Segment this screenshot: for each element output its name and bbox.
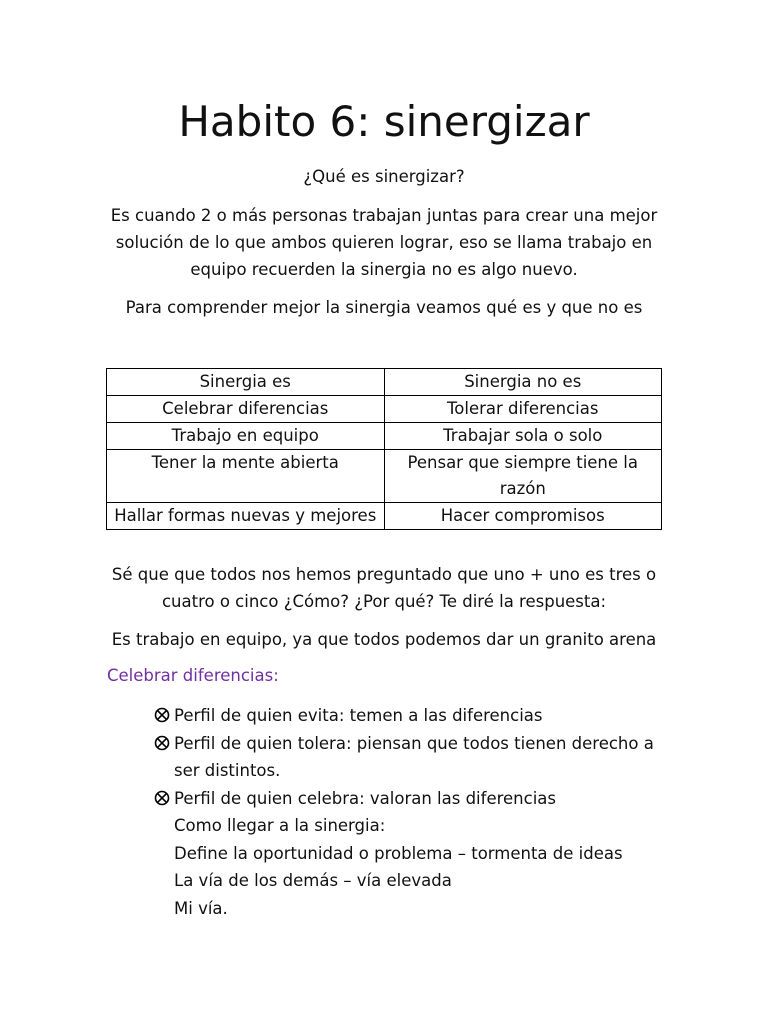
section-heading: Celebrar diferencias: [107, 666, 279, 685]
list-item-text: Perfil de quien celebra: valoran las diferencias [174, 788, 556, 808]
list-line: Define la oportunidad o problema – tormenta de ideas [174, 843, 623, 863]
table-cell: Hallar formas nuevas y mejores [107, 503, 385, 530]
list-item-text: Perfil de quien evita: temen a las diferencias [174, 706, 543, 725]
table-header-row [107, 369, 662, 396]
table-row [107, 396, 662, 423]
list-item-text: Perfil de quien tolera: piensan que todos tienen derecho a ser distintos. [174, 733, 654, 780]
table-cell: Hacer compromisos [384, 503, 662, 530]
table-cell: Tolerar diferencias [384, 396, 662, 423]
table-header-cell: Sinergia es [107, 369, 385, 396]
intro-paragraph: Es cuando 2 o más personas trabajan juntas para crear una mejor solución de lo que ambos quieren lograr, eso se llama trabajo en equipo recuerden la sinergia no es algo nuevo. [110, 206, 658, 279]
table-cell: Trabajo en equipo [107, 423, 385, 450]
page-title: Habito 6: sinergizar [178, 97, 590, 146]
crossed-circle-icon [154, 707, 170, 723]
list-line: Mi vía. [174, 898, 228, 918]
table-cell: Pensar que siempre tiene la razón [384, 450, 662, 503]
list-item [154, 702, 674, 730]
table-row [107, 503, 662, 530]
table-row [107, 450, 662, 503]
table-cell: Tener la mente abierta [107, 450, 385, 503]
list-item [154, 785, 674, 813]
table-cell: Celebrar diferencias [107, 396, 385, 423]
bullet-list [154, 702, 674, 922]
list-item [154, 730, 674, 785]
list-line: Como llegar a la sinergia: [174, 816, 386, 835]
crossed-circle-icon [154, 735, 170, 751]
crossed-circle-icon [154, 790, 170, 806]
table-cell: Trabajar sola o solo [384, 423, 662, 450]
list-line: La vía de los demás – vía elevada [174, 871, 452, 890]
question-paragraph: Sé que que todos nos hemos preguntado que uno + uno es tres o cuatro o cinco ¿Cómo? ¿Por qué? Te diré la respuesta: [111, 565, 657, 611]
table-row [107, 423, 662, 450]
lead-paragraph: Para comprender mejor la sinergia veamos qué es y que no es [125, 298, 643, 317]
table-header-cell: Sinergia no es [384, 369, 662, 396]
answer-paragraph: Es trabajo en equipo, ya que todos podemos dar un granito arena [111, 630, 657, 649]
subtitle: ¿Qué es sinergizar? [303, 167, 465, 186]
comparison-table [106, 368, 662, 530]
